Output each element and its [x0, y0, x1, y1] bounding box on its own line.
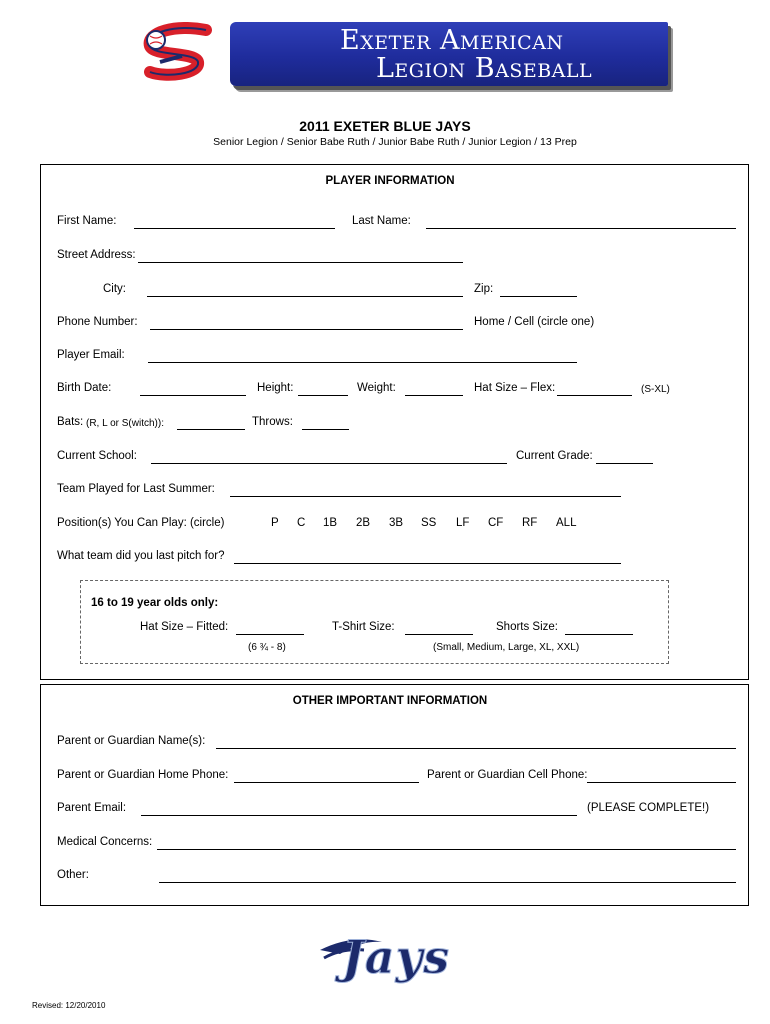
team-last-summer-label: Team Played for Last Summer: — [57, 483, 215, 495]
current-school-field[interactable] — [151, 463, 507, 464]
blue-jays-logo — [312, 928, 478, 986]
revised-date: Revised: 12/20/2010 — [32, 1001, 106, 1010]
first-name-field[interactable] — [134, 228, 335, 229]
city-field[interactable] — [147, 296, 463, 297]
last-pitch-team-label: What team did you last pitch for? — [57, 550, 225, 562]
city-label: City: — [103, 283, 126, 295]
medical-concerns-label: Medical Concerns: — [57, 836, 153, 848]
weight-field[interactable] — [405, 395, 463, 396]
bats-label: Bats: — [57, 416, 84, 428]
phone-number-field[interactable] — [150, 329, 463, 330]
weight-label: Weight: — [357, 382, 396, 394]
hat-flex-range: (S-XL) — [641, 384, 670, 395]
position-option[interactable]: SS — [421, 517, 437, 529]
position-option[interactable]: 3B — [389, 517, 404, 529]
banner-line-2: Legion Baseball — [376, 53, 593, 84]
hat-fitted-label: Hat Size – Fitted: — [140, 621, 229, 633]
last-name-field[interactable] — [426, 228, 736, 229]
shorts-size-field[interactable] — [565, 634, 633, 635]
birth-date-field[interactable] — [140, 395, 246, 396]
page-subtitle: Senior Legion / Senior Babe Ruth / Junior Babe Ruth / Junior Legion / 13 Prep — [213, 136, 577, 148]
shorts-size-label: Shorts Size: — [496, 621, 558, 633]
tshirt-size-label: T-Shirt Size: — [332, 621, 395, 633]
other-label: Other: — [57, 869, 89, 881]
hat-flex-label: Hat Size – Flex: — [474, 382, 556, 394]
player-email-label: Player Email: — [57, 349, 125, 361]
other-field[interactable] — [159, 882, 736, 883]
phone-number-label: Phone Number: — [57, 316, 138, 328]
banner-line-1: Exeter American — [340, 25, 564, 56]
jays-logo-wordmark: Jays — [342, 930, 451, 984]
zip-field[interactable] — [500, 296, 577, 297]
player-email-field[interactable] — [148, 362, 577, 363]
zip-label: Zip: — [474, 283, 494, 295]
birth-date-label: Birth Date: — [57, 382, 112, 394]
bats-field[interactable] — [177, 429, 245, 430]
page-title: 2011 EXETER BLUE JAYS — [299, 118, 471, 134]
last-pitch-team-field[interactable] — [234, 563, 621, 564]
height-field[interactable] — [298, 395, 348, 396]
hat-flex-field[interactable] — [557, 395, 632, 396]
current-grade-label: Current Grade: — [516, 450, 593, 462]
throws-label: Throws: — [252, 416, 293, 428]
guardian-names-field[interactable] — [216, 748, 736, 749]
throws-field[interactable] — [302, 429, 349, 430]
parent-email-field[interactable] — [141, 815, 577, 816]
older-players-heading: 16 to 19 year olds only: — [91, 597, 219, 609]
guardian-home-phone-field[interactable] — [234, 782, 419, 783]
parent-email-label: Parent Email: — [57, 802, 127, 814]
position-option[interactable]: LF — [456, 517, 470, 529]
header-banner — [230, 22, 668, 86]
guardian-home-phone-label: Parent or Guardian Home Phone: — [57, 769, 229, 781]
first-name-label: First Name: — [57, 215, 117, 227]
guardian-names-label: Parent or Guardian Name(s): — [57, 735, 206, 747]
player-info-heading: PLAYER INFORMATION — [325, 175, 455, 187]
current-grade-field[interactable] — [596, 463, 653, 464]
size-options: (Small, Medium, Large, XL, XXL) — [433, 642, 580, 653]
bats-options: (R, L or S(witch)): — [86, 418, 164, 429]
position-option[interactable]: ALL — [556, 517, 577, 529]
tshirt-size-field[interactable] — [405, 634, 473, 635]
position-option[interactable]: RF — [522, 517, 538, 529]
position-option[interactable]: P — [271, 517, 279, 529]
street-address-label: Street Address: — [57, 249, 136, 261]
other-information-box — [40, 684, 749, 906]
please-complete-note: (PLEASE COMPLETE!) — [587, 802, 710, 814]
position-option[interactable]: CF — [488, 517, 504, 529]
medical-concerns-field[interactable] — [157, 849, 736, 850]
team-last-summer-field[interactable] — [230, 496, 621, 497]
position-option[interactable]: C — [297, 517, 306, 529]
street-address-field[interactable] — [138, 262, 463, 263]
exeter-e-logo-icon — [136, 22, 228, 84]
hat-fitted-field[interactable] — [236, 634, 304, 635]
guardian-cell-phone-label: Parent or Guardian Cell Phone: — [427, 769, 588, 781]
positions-label: Position(s) You Can Play: (circle) — [57, 517, 225, 529]
phone-type-options[interactable]: Home / Cell (circle one) — [474, 316, 595, 328]
current-school-label: Current School: — [57, 450, 137, 462]
last-name-label: Last Name: — [352, 215, 411, 227]
position-option[interactable]: 1B — [323, 517, 338, 529]
hat-fitted-range: (6 ¾ - 8) — [248, 642, 286, 653]
other-info-heading: OTHER IMPORTANT INFORMATION — [292, 695, 488, 707]
height-label: Height: — [257, 382, 294, 394]
position-option[interactable]: 2B — [356, 517, 371, 529]
guardian-cell-phone-field[interactable] — [587, 782, 736, 783]
